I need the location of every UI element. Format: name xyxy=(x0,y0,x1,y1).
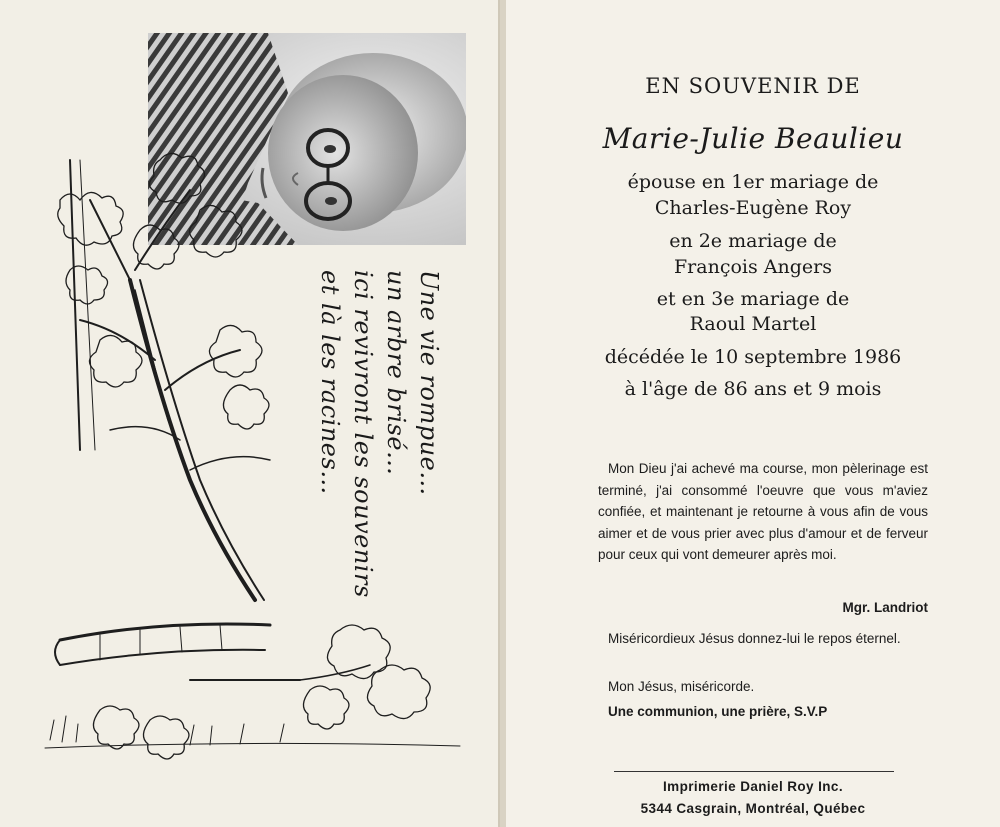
prayer-text xyxy=(598,458,928,566)
prayer-request: Une communion, une prière, S.V.P xyxy=(608,704,828,719)
marriage-line: épouse en 1er mariage de xyxy=(627,171,879,193)
divider xyxy=(614,771,894,772)
printer-name: Imprimerie Daniel Roy Inc. xyxy=(663,779,843,794)
deceased-name: Marie-Julie Beaulieu xyxy=(602,122,904,155)
marriage-line: en 2e mariage de xyxy=(669,230,837,252)
invocation: Miséricordieux Jésus donnez-lui le repos éternel. xyxy=(608,631,901,646)
prayer-author: Mgr. Landriot xyxy=(842,600,928,615)
poem xyxy=(245,270,445,600)
marriage-line: et en 3e mariage de xyxy=(656,288,850,310)
age-at-death: à l'âge de 86 ans et 9 mois xyxy=(624,378,882,400)
printer-address: 5344 Casgrain, Montréal, Québec xyxy=(640,801,866,816)
poem-line: ici revivront les souvenirs xyxy=(349,270,377,598)
invocation: Mon Jésus, miséricorde. xyxy=(608,679,755,694)
poem-line: un arbre brisé… xyxy=(382,270,410,476)
heading: EN SOUVENIR DE xyxy=(645,74,861,98)
spouse-name: François Angers xyxy=(674,256,832,278)
spouse-name: Raoul Martel xyxy=(689,313,817,335)
prayer-paragraph: Mon Dieu j'ai achevé ma course, mon pèlerinage est terminé, j'ai consommé l'oeuvre que vous m'aviez confiée, et maintenant je retourne à vous afin de vous aimer et de vous prier avec plus d'amour et de ferveur pour ceux qui vont demeurer après moi. xyxy=(598,461,928,562)
poem-line: et là les racines… xyxy=(316,270,344,495)
death-date: décédée le 10 septembre 1986 xyxy=(604,346,902,368)
spouse-name: Charles-Eugène Roy xyxy=(654,197,852,219)
memorial-card-back xyxy=(506,0,1000,827)
poem-line: Une vie rompue… xyxy=(415,270,443,496)
